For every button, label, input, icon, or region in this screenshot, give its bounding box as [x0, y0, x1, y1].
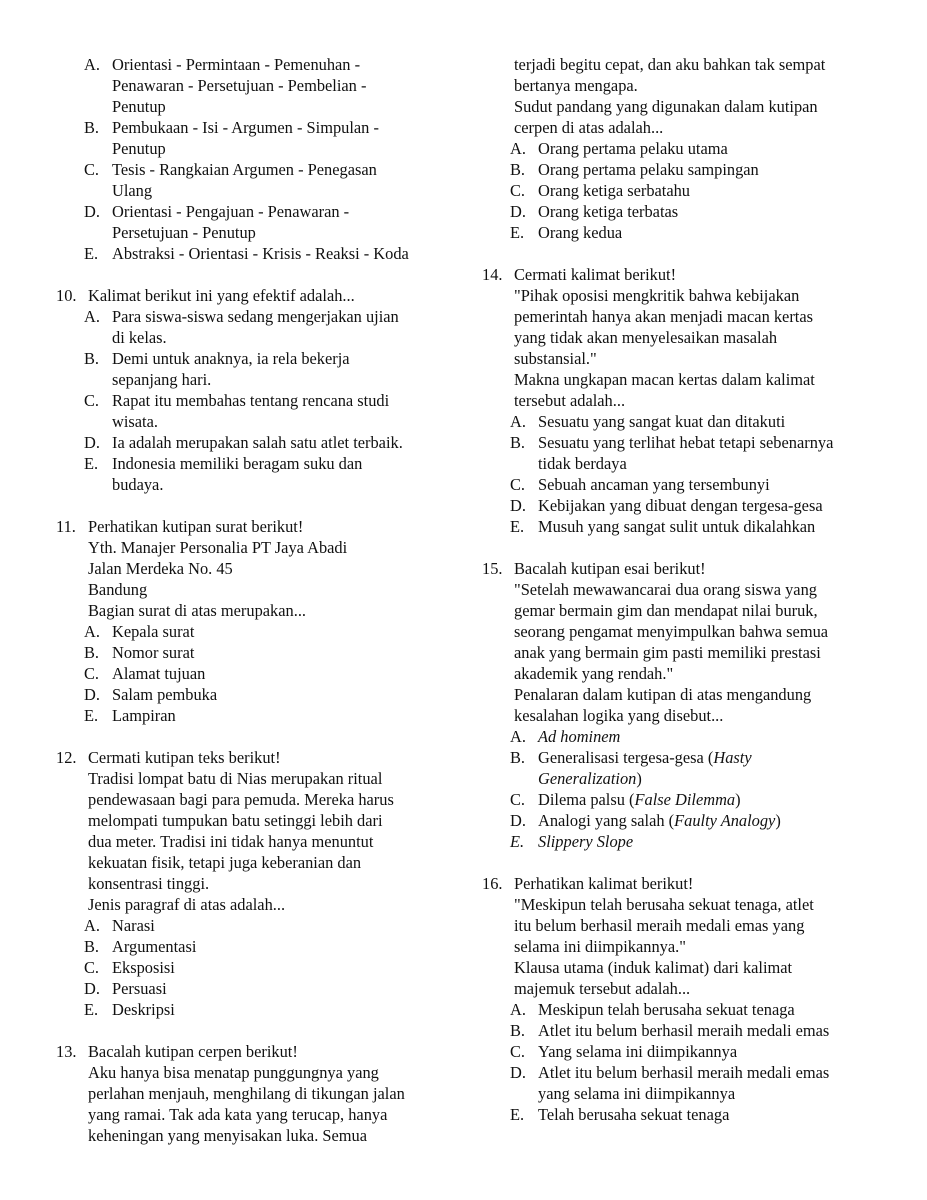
option-13c[interactable]: C. Orang ketiga serbatahu	[510, 181, 691, 200]
question-number: 11.	[56, 517, 76, 536]
question-number: 14.	[482, 265, 503, 284]
option-16b[interactable]: B. Atlet itu belum berhasil meraih medali emas	[510, 1021, 830, 1040]
option-16e[interactable]: E. Telah berusaha sekuat tenaga	[510, 1105, 730, 1124]
option-15b[interactable]: B. Generalisasi tergesa-gesa (Hasty Generalization)	[510, 748, 752, 788]
option-12c[interactable]: C. Eksposisi	[84, 958, 175, 977]
option-15a[interactable]: A. Ad hominem	[510, 727, 621, 746]
question-14	[482, 264, 877, 537]
option-11a[interactable]: A. Kepala surat	[84, 622, 195, 641]
option-10b[interactable]: B. Demi untuk anaknya, ia rela bekerja sepanjang hari.	[84, 349, 350, 389]
option-13e[interactable]: E. Orang kedua	[510, 223, 623, 242]
option-12d[interactable]: D. Persuasi	[84, 979, 167, 998]
option-14c[interactable]: C. Sebuah ancaman yang tersembunyi	[510, 475, 770, 494]
option-15c[interactable]: C. Dilema palsu (False Dilemma)	[510, 790, 741, 809]
option-9d[interactable]: D. Orientasi - Pengajuan - Penawaran - Persetujuan - Penutup	[84, 202, 350, 242]
option-15d[interactable]: D. Analogi yang salah (Faulty Analogy)	[510, 811, 781, 830]
question-number: 13.	[56, 1042, 77, 1061]
question-9-options	[56, 54, 456, 264]
option-9b[interactable]: B. Pembukaan - Isi - Argumen - Simpulan - Penutup	[84, 118, 379, 158]
question-12	[56, 747, 456, 1020]
option-14d[interactable]: D. Kebijakan yang dibuat dengan tergesa-gesa	[510, 496, 823, 515]
option-12e[interactable]: E. Deskripsi	[84, 1000, 175, 1019]
question-12-stem: 12. Cermati kutipan teks berikut!	[56, 748, 281, 767]
question-11	[56, 516, 456, 726]
question-12-text: Tradisi lompat batu di Nias merupakan ritual pendewasaan bagi para pemuda. Mereka harus melompati tumpukan batu setinggi lebih dari dua meter. Tradisi ini tidak hanya menuntut kekuatan fisik, tetapi juga keberanian dan konsentrasi tinggi. Jenis paragraf di atas adalah...	[88, 769, 394, 914]
question-11-stem: 11. Perhatikan kutipan surat berikut!	[56, 517, 304, 536]
option-15e[interactable]: E. Slippery Slope	[510, 832, 634, 851]
option-11e[interactable]: E. Lampiran	[84, 706, 176, 725]
question-16-text: "Meskipun telah berusaha sekuat tenaga, atlet itu belum berhasil meraih medali emas yang selama ini diimpikannya." Klausa utama (induk kalimat) dari kalimat majemuk tersebut adalah...	[514, 895, 814, 998]
option-13d[interactable]: D. Orang ketiga terbatas	[510, 202, 679, 221]
option-11c[interactable]: C. Alamat tujuan	[84, 664, 206, 683]
question-10-stem: 10. Kalimat berikut ini yang efektif adalah...	[56, 286, 355, 305]
option-10e[interactable]: E. Indonesia memiliki beragam suku dan budaya.	[84, 454, 363, 494]
question-number: 16.	[482, 874, 503, 893]
option-10c[interactable]: C. Rapat itu membahas tentang rencana studi wisata.	[84, 391, 390, 431]
question-13-text: Aku hanya bisa menatap punggungnya yang perlahan menjauh, menghilang di tikungan jalan yang ramai. Tak ada kata yang terucap, hanya keheningan yang menyisakan luka. Semua	[88, 1063, 405, 1145]
option-16d[interactable]: D. Atlet itu belum berhasil meraih medali emas yang selama ini diimpikannya	[510, 1063, 830, 1103]
option-13a[interactable]: A. Orang pertama pelaku utama	[510, 139, 728, 158]
question-15	[482, 558, 877, 852]
option-12a[interactable]: A. Narasi	[84, 916, 155, 935]
left-column	[56, 54, 456, 1167]
question-14-text: "Pihak oposisi mengkritik bahwa kebijakan pemerintah hanya akan menjadi macan kertas yang tidak akan menyelesaikan masalah substansial." Makna ungkapan macan kertas dalam kalimat tersebut adalah...	[514, 286, 815, 410]
question-11-text: Yth. Manajer Personalia PT Jaya Abadi Jalan Merdeka No. 45 Bandung Bagian surat di atas merupakan...	[88, 538, 348, 620]
option-14e[interactable]: E. Musuh yang sangat sulit untuk dikalahkan	[510, 517, 816, 536]
option-16a[interactable]: A. Meskipun telah berusaha sekuat tenaga	[510, 1000, 795, 1019]
option-10d[interactable]: D. Ia adalah merupakan salah satu atlet terbaik.	[84, 433, 403, 452]
question-15-text: "Setelah mewawancarai dua orang siswa yang gemar bermain gim dan mendapat nilai buruk, seorang pengamat menyimpulkan bahwa semua anak yang bermain gim pasti memiliki prestasi akademik yang rendah." Penalaran dalam kutipan di atas mengandung kesalahan logika yang disebut...	[514, 580, 829, 725]
option-14a[interactable]: A. Sesuatu yang sangat kuat dan ditakuti	[510, 412, 786, 431]
option-9c[interactable]: C. Tesis - Rangkaian Argumen - Penegasan Ulang	[84, 160, 377, 200]
question-number: 10.	[56, 286, 77, 305]
question-10	[56, 285, 456, 495]
question-16-stem: 16. Perhatikan kalimat berikut!	[482, 874, 694, 893]
question-15-stem: 15. Bacalah kutipan esai berikut!	[482, 559, 706, 578]
option-9a[interactable]: A. Orientasi - Permintaan - Pemenuhan - Penawaran - Persetujuan - Pembelian - Penutup	[84, 55, 367, 116]
option-11b[interactable]: B. Nomor surat	[84, 643, 195, 662]
question-13-stem: 13. Bacalah kutipan cerpen berikut!	[56, 1042, 298, 1061]
option-9e[interactable]: E. Abstraksi - Orientasi - Krisis - Reaksi - Koda	[84, 244, 409, 263]
question-13-text-continued: terjadi begitu cepat, dan aku bahkan tak sempat bertanya mengapa. Sudut pandang yang digunakan dalam kutipan cerpen di atas adalah...	[514, 55, 826, 137]
question-16	[482, 873, 877, 1125]
question-number: 15.	[482, 559, 503, 578]
option-16c[interactable]: C. Yang selama ini diimpikannya	[510, 1042, 738, 1061]
option-12b[interactable]: B. Argumentasi	[84, 937, 197, 956]
question-number: 12.	[56, 748, 77, 767]
question-13	[56, 1041, 456, 1146]
right-column	[482, 54, 877, 1146]
question-13-continued	[482, 54, 877, 243]
question-14-stem: 14. Cermati kalimat berikut!	[482, 265, 677, 284]
option-11d[interactable]: D. Salam pembuka	[84, 685, 218, 704]
option-13b[interactable]: B. Orang pertama pelaku sampingan	[510, 160, 759, 179]
option-14b[interactable]: B. Sesuatu yang terlihat hebat tetapi sebenarnya tidak berdaya	[510, 433, 834, 473]
option-10a[interactable]: A. Para siswa-siswa sedang mengerjakan ujian di kelas.	[84, 307, 399, 347]
